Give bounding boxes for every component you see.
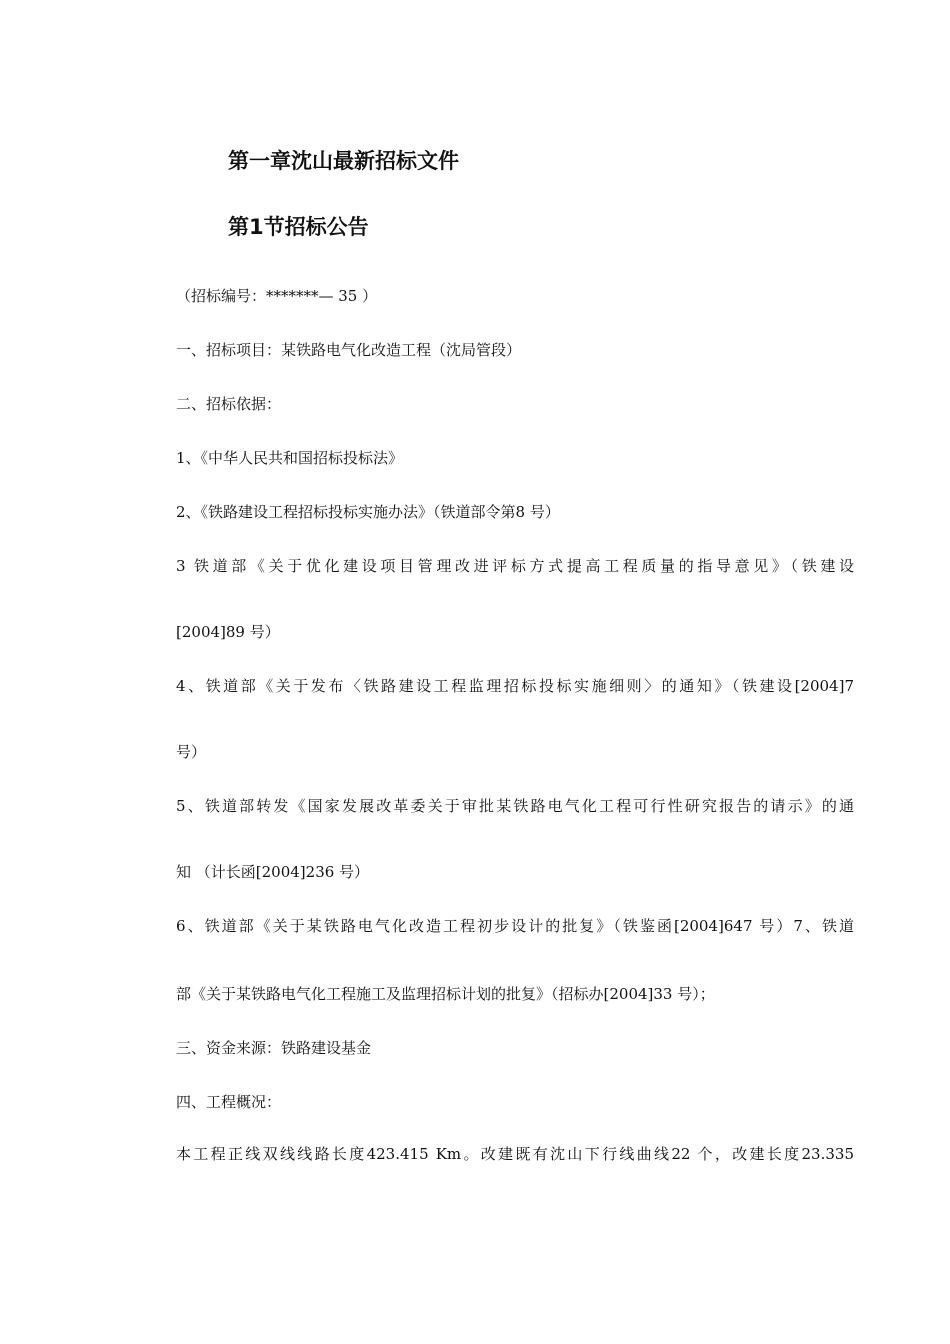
tender-basis-heading: 二、招标依据： (176, 395, 282, 413)
basis-item-3-line-1: 3 铁道部《关于优化建设项目管理改进评标方式提高工程质量的指导意见》（铁建设 (176, 557, 854, 575)
project-overview-text: 本工程正线双线线路长度423.415 Km。改建既有沈山下行线曲线22 个，改建长度23.335 (176, 1145, 854, 1163)
basis-item-4-line-1: 4、铁道部《关于发布〈铁路建设工程监理招标投标实施细则〉的通知》（铁建设[2004]7 (176, 677, 854, 695)
section-title: 第1节招标公告 (228, 215, 369, 239)
basis-item-7-line-2: 部《关于某铁路电气化工程施工及监理招标计划的批复》（招标办[2004]33 号）； (176, 985, 715, 1003)
basis-item-3-line-2: [2004]89 号） (176, 623, 280, 641)
basis-item-6-7-line-1: 6、铁道部《关于某铁路电气化改造工程初步设计的批复》（铁鉴函[2004]647 号）7、铁道 (176, 917, 854, 935)
funding-source-line: 三、资金来源：铁路建设基金 (176, 1039, 372, 1057)
project-overview-heading: 四、工程概况： (176, 1093, 282, 1111)
basis-item-4-line-2: 号） (176, 743, 207, 761)
basis-item-5-line-2: 知 （计长函[2004]236 号） (176, 863, 370, 881)
tender-number-line: （招标编号：*******— 35 ） (176, 287, 378, 305)
tender-project-line: 一、招标项目：某铁路电气化改造工程（沈局管段） (176, 341, 522, 359)
basis-item-2: 2、《铁路建设工程招标投标实施办法》（铁道部令第8 号） (176, 503, 560, 521)
basis-item-1: 1、《中华人民共和国招标投标法》 (176, 449, 404, 467)
chapter-title: 第一章沈山最新招标文件 (228, 149, 459, 173)
basis-item-5-line-1: 5、铁道部转发《国家发展改革委关于审批某铁路电气化工程可行性研究报告的请示》的通 (176, 797, 854, 815)
